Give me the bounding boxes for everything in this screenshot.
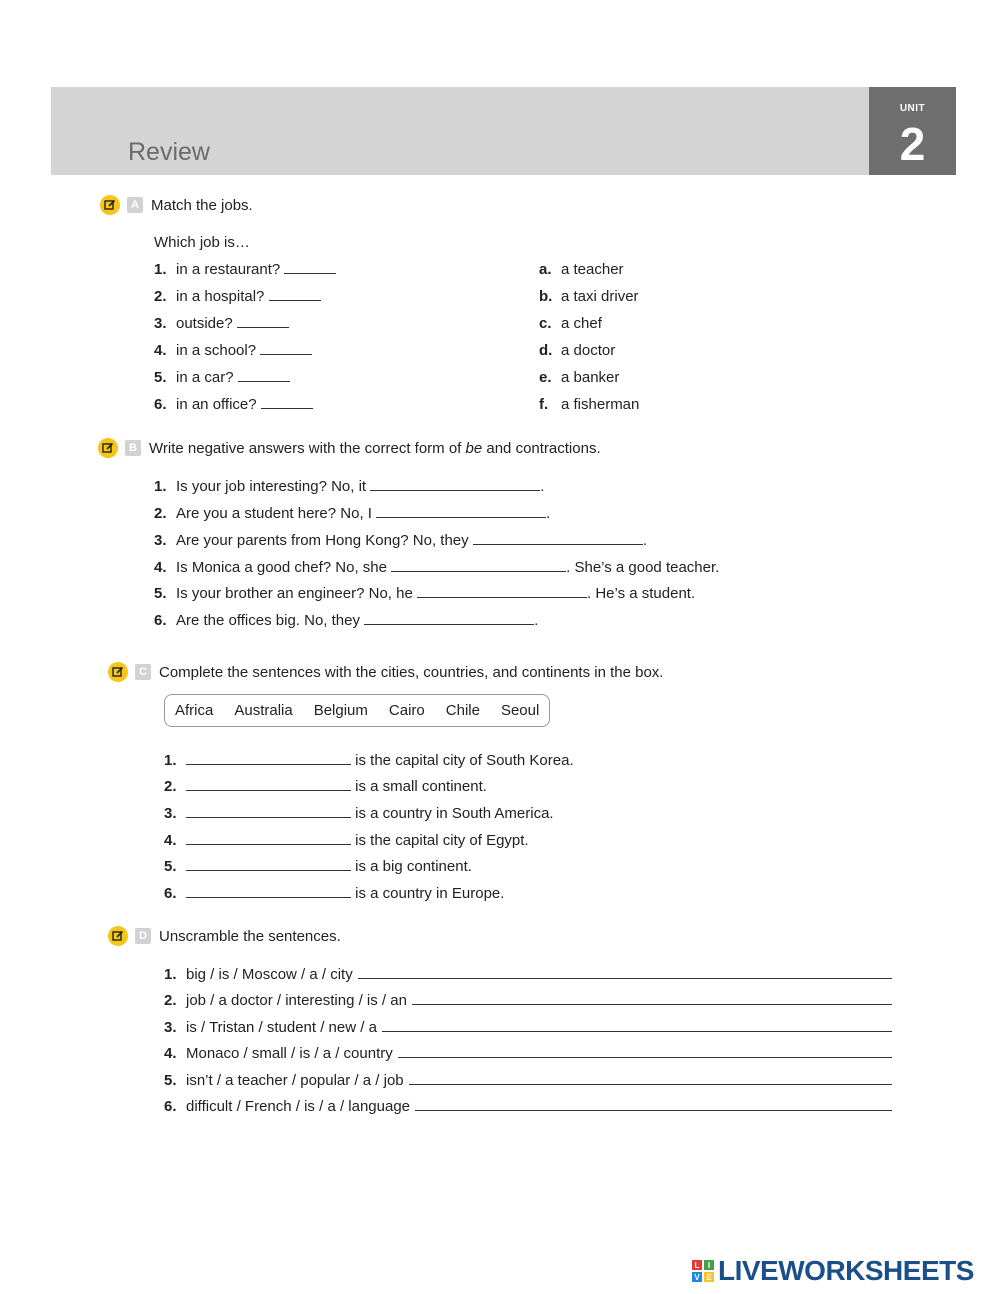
item-number: 1. — [164, 752, 177, 769]
question-item — [154, 585, 695, 603]
question-item — [164, 832, 529, 850]
question-text: is a country in South America. — [355, 805, 554, 822]
answer-blank[interactable] — [364, 612, 534, 625]
question-text: is a big continent. — [355, 858, 472, 875]
section-a-header — [100, 195, 253, 215]
answer-blank[interactable] — [260, 342, 312, 355]
page-title: Review — [128, 138, 210, 166]
section-letter: C — [135, 664, 151, 680]
answer-blank[interactable] — [269, 288, 321, 301]
question-item — [154, 559, 719, 577]
answer-blank[interactable] — [284, 261, 336, 274]
answer-blank[interactable] — [370, 478, 540, 491]
question-item — [164, 1045, 892, 1063]
question-item — [154, 532, 647, 550]
answer-blank[interactable] — [186, 832, 351, 845]
item-number: 4. — [154, 342, 167, 359]
item-number: 1. — [154, 478, 167, 495]
question-text: Is Monica a good chef? No, she — [176, 559, 387, 576]
item-number: 3. — [154, 532, 167, 549]
liveworksheets-logo[interactable] — [692, 1255, 974, 1287]
unit-label: UNIT — [899, 103, 926, 114]
item-number: 5. — [154, 369, 167, 386]
item-number: 5. — [154, 585, 167, 602]
question-item — [164, 778, 487, 796]
question-text: big / is / Moscow / a / city — [186, 966, 353, 983]
item-number: 2. — [154, 505, 167, 522]
section-instruction: Complete the sentences with the cities, countries, and continents in the box. — [159, 663, 664, 681]
section-b-header — [98, 438, 601, 458]
item-number: 4. — [154, 559, 167, 576]
section-instruction: Match the jobs. — [151, 196, 253, 214]
question-item — [154, 478, 544, 496]
question-item — [154, 369, 290, 387]
item-number: 2. — [154, 288, 167, 305]
option-item — [539, 396, 639, 414]
question-text: job / a doctor / interesting / is / an — [186, 992, 407, 1009]
item-number: 1. — [154, 261, 167, 278]
option-letter: c. — [539, 315, 552, 332]
answer-blank[interactable] — [417, 585, 587, 598]
option-item — [539, 315, 602, 333]
question-text: Is your brother an engineer? No, he — [176, 585, 413, 602]
option-item — [539, 288, 639, 306]
question-text: Are you a student here? No, I — [176, 505, 372, 522]
item-number: 2. — [164, 992, 177, 1009]
option-letter: d. — [539, 342, 553, 359]
option-text: a fisherman — [561, 396, 640, 413]
question-item — [164, 885, 504, 903]
answer-blank[interactable] — [186, 885, 351, 898]
section-letter: B — [125, 440, 141, 456]
item-number: 4. — [164, 1045, 177, 1062]
question-text: is a small continent. — [355, 778, 487, 795]
question-item — [154, 505, 550, 523]
option-text: a teacher — [561, 261, 624, 278]
logo-text: LIVEWORKSHEETS — [718, 1255, 974, 1286]
question-item — [164, 858, 472, 876]
answer-blank[interactable] — [391, 559, 566, 572]
section-a-prompt: Which job is… — [154, 234, 250, 251]
option-item — [539, 369, 619, 387]
question-item — [154, 612, 538, 630]
answer-blank[interactable] — [412, 992, 892, 1005]
answer-blank[interactable] — [186, 752, 351, 765]
pencil-icon — [108, 926, 128, 946]
answer-blank[interactable] — [186, 858, 351, 871]
item-number: 1. — [164, 966, 177, 983]
answer-blank[interactable] — [382, 1019, 892, 1032]
option-text: a chef — [561, 315, 602, 332]
question-tail: . — [540, 478, 545, 495]
question-item — [164, 966, 892, 984]
section-d-header — [108, 926, 341, 946]
pencil-icon — [100, 195, 120, 215]
unit-number: 2 — [899, 118, 926, 170]
question-text: is a country in Europe. — [355, 885, 505, 902]
word-box-item: Australia — [234, 702, 293, 719]
question-text: is the capital city of Egypt. — [355, 832, 529, 849]
question-item — [164, 992, 892, 1010]
section-instruction: Write negative answers with the correct form of be and contractions. — [149, 439, 601, 457]
item-number: 5. — [164, 1072, 177, 1089]
answer-blank[interactable] — [473, 532, 643, 545]
answer-blank[interactable] — [186, 778, 351, 791]
question-text: Is your job interesting? No, it — [176, 478, 367, 495]
question-tail: . — [546, 505, 551, 522]
option-text: a doctor — [561, 342, 616, 359]
answer-blank[interactable] — [376, 505, 546, 518]
section-instruction: Unscramble the sentences. — [159, 927, 341, 945]
question-text: in a restaurant? — [176, 261, 281, 278]
answer-blank[interactable] — [186, 805, 351, 818]
item-number: 5. — [164, 858, 177, 875]
answer-blank[interactable] — [238, 369, 290, 382]
answer-blank[interactable] — [261, 396, 313, 409]
question-item — [164, 752, 574, 770]
question-text: in a school? — [176, 342, 257, 359]
question-item — [164, 1098, 892, 1116]
unit-badge — [869, 87, 956, 175]
question-tail: . He’s a student. — [587, 585, 696, 602]
option-item — [539, 342, 615, 360]
word-box-item: Belgium — [313, 702, 368, 719]
question-text: isn’t / a teacher / popular / a / job — [186, 1072, 404, 1089]
question-item — [164, 805, 554, 823]
question-item — [154, 261, 336, 279]
word-box — [164, 694, 550, 727]
question-text: outside? — [176, 315, 233, 332]
item-number: 6. — [164, 885, 177, 902]
section-letter: A — [127, 197, 143, 213]
item-number: 6. — [164, 1098, 177, 1115]
section-c-header — [108, 662, 663, 682]
question-tail: . — [642, 532, 647, 549]
item-number: 4. — [164, 832, 177, 849]
question-item — [154, 315, 289, 333]
answer-blank[interactable] — [398, 1045, 892, 1058]
question-text: in an office? — [176, 396, 257, 413]
option-letter: a. — [539, 261, 552, 278]
section-letter: D — [135, 928, 151, 944]
question-text: difficult / French / is / a / language — [186, 1098, 411, 1115]
answer-blank[interactable] — [409, 1072, 892, 1085]
option-letter: f. — [539, 396, 549, 413]
answer-blank[interactable] — [237, 315, 289, 328]
question-text: Are your parents from Hong Kong? No, they — [176, 532, 469, 549]
question-item — [154, 396, 313, 414]
question-item — [164, 1019, 892, 1037]
question-text: in a car? — [176, 369, 234, 386]
question-item — [154, 288, 321, 306]
question-text: Are the offices big. No, they — [176, 612, 360, 629]
item-number: 6. — [154, 396, 167, 413]
item-number: 6. — [154, 612, 167, 629]
item-number: 2. — [164, 778, 177, 795]
item-number: 3. — [164, 805, 177, 822]
word-box-item: Cairo — [388, 702, 425, 719]
answer-blank[interactable] — [358, 966, 892, 979]
question-text: in a hospital? — [176, 288, 265, 305]
item-number: 3. — [164, 1019, 177, 1036]
pencil-icon — [98, 438, 118, 458]
question-item — [164, 1072, 892, 1090]
question-item — [154, 342, 312, 360]
option-text: a taxi driver — [561, 288, 639, 305]
option-letter: b. — [539, 288, 553, 305]
question-text: Monaco / small / is / a / country — [186, 1045, 393, 1062]
option-letter: e. — [539, 369, 552, 386]
question-text: is / Tristan / student / new / a — [186, 1019, 377, 1036]
word-box-item: Chile — [445, 702, 480, 719]
word-box-item: Seoul — [500, 702, 540, 719]
answer-blank[interactable] — [415, 1098, 892, 1111]
logo-icon: L I V E — [692, 1260, 714, 1282]
option-text: a banker — [561, 369, 620, 386]
question-tail: . — [534, 612, 539, 629]
option-item — [539, 261, 624, 279]
question-tail: . She’s a good teacher. — [566, 559, 720, 576]
word-box-item: Africa — [175, 702, 214, 719]
pencil-icon — [108, 662, 128, 682]
item-number: 3. — [154, 315, 167, 332]
question-text: is the capital city of South Korea. — [355, 752, 574, 769]
